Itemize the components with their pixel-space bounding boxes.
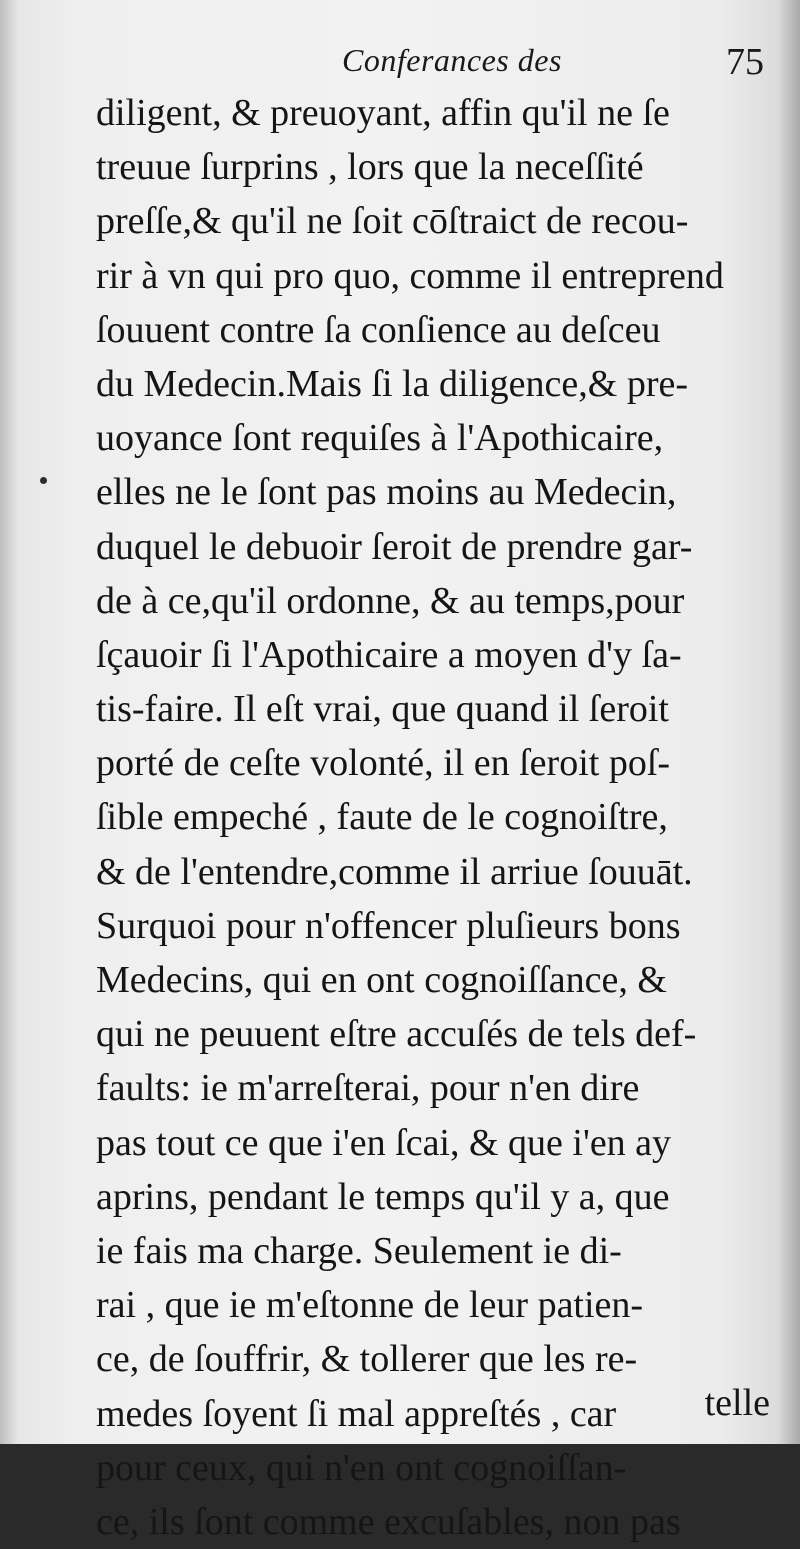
running-title: Conferances des: [342, 42, 562, 78]
text-line: uoyance ſont requiſes à l'Apothicaire,: [96, 417, 664, 460]
catchword: telle: [704, 1382, 770, 1424]
page-number: 75: [726, 41, 764, 83]
text-line: & de l'entendre,comme il arriue ſouuāt.: [96, 850, 693, 893]
text-line: diligent, & preuoyant, affin qu'il ne ſe: [96, 92, 670, 134]
text-line: du Medecin.Mais ſi la diligence,& pre-: [96, 362, 688, 405]
text-line: ſçauoir ſi l'Apothicaire a moyen d'y ſa-: [96, 633, 682, 676]
text-line: duquel le debuoir ſeroit de prendre gar-: [96, 525, 693, 568]
gutter-shadow: [0, 0, 18, 1444]
text-line: elles ne le ſont pas moins au Medecin,: [96, 471, 677, 514]
text-line: pas tout ce que i'en ſcai, & que i'en ay: [96, 1121, 672, 1164]
text-line: rai , que ie m'eſtonne de leur patien-: [96, 1284, 644, 1327]
text-line: porté de ceſte volonté, il en ſeroit poſ-: [96, 742, 671, 785]
page-edge-shadow: [778, 0, 800, 1444]
text-line: ce, ils ſont comme excuſables, non pas: [96, 1500, 681, 1543]
text-line: de à ce,qu'il ordonne, & au temps,pour: [96, 579, 685, 622]
text-line: aprins, pendant le temps qu'il y a, que: [96, 1175, 670, 1218]
text-line: ce, de ſouffrir, & tollerer que les re-: [96, 1338, 638, 1381]
text-line: tis-faire. Il eſt vrai, que quand il ſeroit: [96, 688, 669, 731]
running-head: [330, 40, 770, 90]
text-line: Medecins, qui en ont cognoiſſance, &: [96, 959, 667, 1001]
text-line: ſouuent contre ſa conſience au deſceu: [96, 308, 661, 351]
text-line: ſible empeché , faute de le cognoiſtre,: [96, 796, 668, 839]
text-line: medes ſoyent ſi mal appreſtés , car: [96, 1392, 617, 1435]
body-text: [96, 86, 776, 1549]
text-line: ie fais ma charge. Seulement ie di-: [96, 1229, 622, 1272]
text-line: pour ceux, qui n'en ont cognoiſſan-: [96, 1446, 627, 1489]
text-line: Surquoi pour n'offencer pluſieurs bons: [96, 904, 681, 947]
text-line: qui ne peuuent eſtre accuſés de tels def-: [96, 1013, 697, 1056]
ink-speck: [40, 477, 47, 484]
text-line: faults: ie m'arreſterai, pour n'en dire: [96, 1067, 640, 1110]
text-line: treuue ſurprins , lors que la neceſſité: [96, 146, 644, 189]
text-line: rir à vn qui pro quo, comme il entreprend: [96, 254, 724, 297]
text-line: preſſe,& qu'il ne ſoit cōſtraict de recou-: [96, 200, 689, 243]
